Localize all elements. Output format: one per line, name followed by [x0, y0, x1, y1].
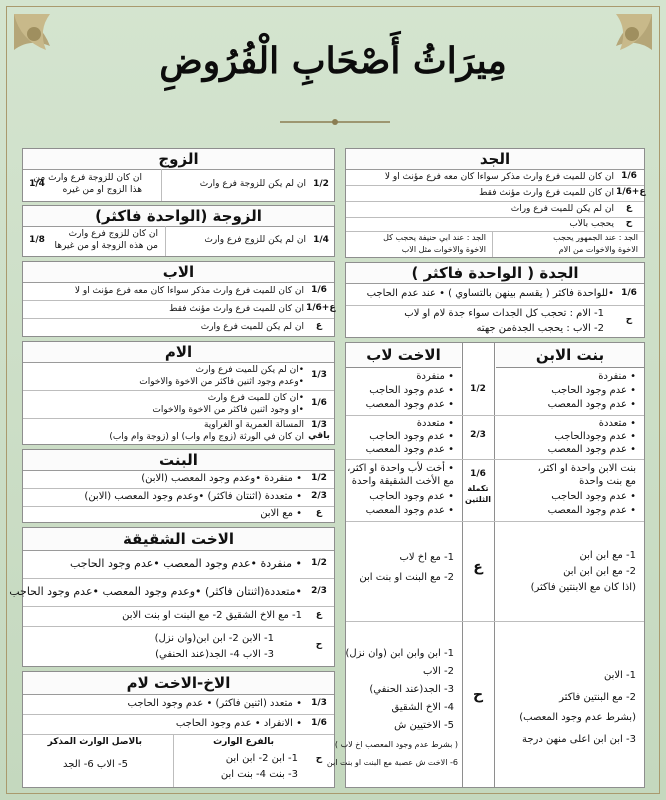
share-value: 1/3	[311, 698, 327, 708]
mother-box	[22, 341, 335, 445]
rule-text: • منفردة	[598, 371, 636, 382]
daughter-box	[22, 449, 335, 523]
rule-text: • الانفراد • عدم وجود الحاجب	[175, 718, 302, 729]
rule-text: 2- مع البنت او بنت ابن	[359, 572, 454, 583]
rule-text: 1- الام : تحجب كل الجدات سواء جدة لام او لاب	[404, 308, 604, 319]
rule-text: • منفردة •عدم وجود المعصب •عدم وجود الحاجب	[69, 557, 302, 570]
rule-text: 5- الاب 6- الجد	[63, 759, 128, 770]
rule-text: • عدم وجود الحاجب	[551, 385, 636, 396]
table-row	[346, 367, 644, 416]
rule-text: ان كان في الورثة (زوج وام واب) او (زوجة وام واب)	[109, 432, 304, 442]
rule-text: • متعدد (اثنين فاكثر) • عدم وجود الحاجب	[127, 698, 302, 709]
rule-text: • عدم وجود المعصب	[547, 399, 636, 410]
share-value: ح	[625, 218, 633, 228]
rule-text: ان لم يكن للميت فرع وراث	[510, 204, 614, 214]
wife-box	[22, 205, 335, 257]
rule-text: 2- مع ابن ابن ابن	[563, 566, 636, 577]
share-value: 1/6+ع	[616, 187, 646, 197]
share-value: 1/3 باقي	[308, 420, 330, 441]
uterine-row	[23, 694, 334, 715]
rule-text: ان لم يكن للميت فرع وارث	[200, 322, 304, 332]
rule-text: 1- مع اخ لاب	[399, 552, 454, 563]
rule-text: ان كان للزوجة فرع وارث من	[33, 173, 142, 183]
husband-title: الزوج	[23, 149, 334, 170]
note-text: الجد : عند ابي حنيفة يحجب كل	[383, 233, 486, 242]
rule-text: هذا الزوج او من غيره	[62, 185, 142, 195]
rule-text: •ان كان للميت فرع وارث	[207, 393, 304, 403]
table-row	[346, 521, 644, 622]
share-value: 1/2	[313, 179, 329, 189]
rule-text: •للواحدة فاكثر ( يقسم بينهن بالتساوي ) • عند عدم الحاجب	[366, 288, 614, 299]
mother-row	[23, 390, 334, 419]
rule-text: • متعددة	[598, 418, 636, 429]
rule-text: 5- الاختيين ش	[394, 720, 454, 731]
share-value: 1/6	[470, 469, 486, 479]
full-sister-box	[9, 527, 335, 667]
rule-text: يحجب بالاب	[569, 219, 614, 229]
grandfather-row	[346, 185, 644, 202]
rule-text: (بشرط عدم وجود المعصب)	[519, 712, 636, 723]
rule-text: 1- ابن 2- ابن ابن	[225, 753, 298, 764]
rule-text: 1- ابن وابن ابن (وان نزل)	[345, 648, 454, 659]
share-value: 1/6	[311, 285, 327, 295]
husband-row	[23, 169, 334, 201]
rule-text: • عدم وجود الحاجب	[369, 431, 454, 442]
sons-daughter-paternal-sister-table	[326, 342, 645, 788]
share-value: ح	[315, 640, 323, 650]
daughter-title: البنت	[23, 450, 334, 471]
father-row	[23, 318, 334, 336]
wife-row	[23, 226, 334, 256]
share-value: ح	[472, 687, 484, 703]
rule-text: مع الأخت الشقيقة واحدة	[351, 476, 454, 487]
share-value: ع	[473, 559, 483, 575]
paternal-sister-title: الاخت لاب	[346, 343, 461, 368]
share-value: 1/4	[29, 179, 45, 189]
uterine-sibling-box	[22, 671, 335, 788]
share-value: ح	[625, 315, 633, 325]
full-sister-row	[23, 550, 334, 579]
rule-text: •او وجود اثنين فاكثر من الاخوة والاخوات	[152, 405, 304, 415]
rule-text: • عدم وجودالحاجب	[554, 431, 636, 442]
table-row	[346, 415, 644, 460]
share-value: 1/2	[311, 558, 327, 568]
share-value: ح	[315, 754, 323, 764]
share-value: ع	[625, 203, 633, 213]
rule-text: ان كان للميت فرع وارث مؤنث فقط	[479, 188, 614, 198]
rule-text: 4- الاخ الشقيق	[391, 702, 454, 713]
rule-text: • عدم وجود الحاجب	[551, 491, 636, 502]
rule-text: 2- الاب : يحجب الجدةمن جهته	[476, 323, 604, 334]
rule-text: • منفردة	[416, 371, 454, 382]
daughter-row	[23, 470, 334, 489]
share-value: 2/3	[311, 586, 327, 596]
rule-text: • عدم وجود الحاجب	[369, 385, 454, 396]
share-value: 1/6	[311, 718, 327, 728]
daughter-row	[23, 506, 334, 522]
husband-box	[22, 148, 335, 202]
rule-text: مع بنت واحدة	[579, 476, 636, 487]
rule-text: 1- مع الاخ الشقيق 2- مع البنت او بنت الابن	[122, 610, 302, 621]
grandfather-row	[346, 217, 644, 232]
rule-text: • عدم وجود المعصب	[365, 505, 454, 516]
rule-text: • متعددة (اثنتان فاكثر) •وعدم وجود المعصب (الابن)	[84, 491, 302, 502]
rule-text: ان كان للميت فرع وارث مذكر سواءا كان معه فرع مؤنث او لا	[384, 172, 614, 182]
share-value: ع	[315, 508, 323, 518]
rule-text: المسالة العمرية او الغراوية	[203, 420, 304, 430]
rule-text: بالاصل الوارث المذكر	[47, 737, 142, 747]
share-note: تكملة	[467, 484, 489, 493]
rule-text: 1- الابن 2- ابن ابن(وان نزل)	[154, 633, 274, 644]
rule-text: ان لم يكن للزوجة فرع وارث	[199, 179, 306, 189]
grandmother-row	[346, 283, 644, 306]
mother-row	[23, 418, 334, 444]
share-value: 1/6+ع	[306, 303, 336, 313]
grandfather-row	[346, 169, 644, 186]
full-sister-row	[23, 606, 334, 627]
grandfather-notes	[346, 231, 644, 257]
rule-text: بنت الابن واحدة او اكثر،	[537, 463, 636, 474]
corner-ornament-icon	[582, 10, 656, 84]
title-area	[150, 28, 516, 124]
share-value: 1/2	[470, 384, 486, 394]
rule-text: • عدم وجود المعصب	[365, 399, 454, 410]
rule-text: • مع الابن	[260, 508, 302, 519]
grandmother-box	[345, 262, 645, 338]
note-text: الاخوة والاخوات من الام	[558, 245, 638, 254]
share-value: 2/3	[470, 430, 486, 440]
rule-text: •وعدم وجود اثنين فاكثر من الاخوة والاخوات	[139, 377, 304, 387]
rule-text: 3- بنت 4- بنت ابن	[220, 769, 298, 780]
table-row	[346, 459, 644, 522]
rule-text: ان كان للميت فرع وارث مؤنث فقط	[169, 304, 304, 314]
rule-text: • عدم وجود المعصب	[547, 505, 636, 516]
father-title: الاب	[23, 262, 334, 283]
rule-text: 6- الاخت ش عصبة مع البنت او بنت ابن	[326, 758, 458, 767]
wife-title: الزوجة (الواحدة فاكثر)	[23, 206, 334, 227]
share-value: 1/8	[29, 235, 45, 245]
share-value: 1/6	[311, 398, 327, 408]
grandmother-row	[346, 305, 644, 337]
uterine-row	[23, 714, 334, 735]
page-title: مِيرَاثُ أَصْحَابِ الْفُرُوضِ	[159, 40, 507, 82]
uterine-row	[23, 734, 334, 787]
daughter-row	[23, 488, 334, 507]
rule-text: • عدم وجود المعصب	[547, 444, 636, 455]
share-value: 1/2	[311, 473, 327, 483]
rule-text: ( بشرط عدم وجود المعصب اخ لاب )	[334, 740, 458, 749]
rule-text: ان لم يكن للزوج فرع وارث	[204, 235, 306, 245]
share-value: ع	[315, 610, 323, 620]
rule-text: •متعددة(اثنتان فاكثر) •وعدم وجود المعصب •عدم وجود الحاجب	[9, 585, 302, 598]
share-note: الثلثين	[464, 495, 491, 504]
sons-daughter-title: بنت الابن	[496, 343, 644, 368]
rule-text: •ان لم يكن للميت فرع وارث	[195, 365, 304, 375]
corner-ornament-icon	[10, 10, 84, 84]
father-row	[23, 300, 334, 319]
grandmother-title: الجدة ( الواحدة فاكثر )	[346, 263, 644, 284]
rule-text: 3- الجد(عند الحنفي)	[369, 684, 454, 695]
share-value: 2/3	[311, 491, 327, 501]
rule-text: 3- الاب 4- الجد(عند الحنفي)	[155, 649, 274, 660]
rule-text: (اذا كان مع الابنتين فاكثر)	[530, 582, 636, 593]
share-value: 1/4	[313, 235, 329, 245]
rule-text: ان كان للميت فرع وارث مذكر سواءا كان معه فرع مؤنث او لا	[74, 286, 304, 296]
father-row	[23, 282, 334, 301]
share-value: ع	[315, 321, 323, 331]
grandfather-title: الجد	[346, 149, 644, 170]
grandfather-row	[346, 201, 644, 218]
rule-text: • منفردة •وعدم وجود المعصب (الابن)	[141, 473, 302, 484]
mother-row	[23, 362, 334, 391]
rule-text: ان كان للزوج فرع وارث	[68, 229, 158, 239]
rule-text: 1- مع ابن ابن	[579, 550, 636, 561]
rule-text: • عدم وجود الحاجب	[369, 491, 454, 502]
uterine-title: الاخ-الاخت لام	[23, 672, 334, 695]
rule-text: • متعددة	[416, 418, 454, 429]
rule-text: 2- الاب	[422, 666, 454, 677]
full-sister-title: الاخت الشقيقة	[23, 528, 334, 551]
note-text: الاخوة والاخوات مثل الاب	[401, 245, 486, 254]
rule-text: بالفرع الوارث	[213, 737, 274, 747]
father-box	[22, 261, 335, 337]
title-divider-icon	[280, 118, 390, 126]
full-sister-row	[9, 578, 334, 607]
mother-title: الام	[23, 342, 334, 363]
table-row	[326, 621, 644, 787]
full-sister-row	[23, 626, 334, 666]
rule-text: • عدم وجود المعصب	[365, 444, 454, 455]
rule-text: 3- ابن ابن اعلى منهن درجة	[521, 734, 636, 745]
note-text: الجد : عند الجمهور يحجب	[553, 233, 638, 242]
rule-text: • أخت لأب واحدة او اكثر،	[347, 463, 454, 474]
rule-text: 1- الابن	[603, 670, 636, 681]
share-value: 1/6	[621, 288, 637, 298]
share-value: 1/6	[621, 171, 637, 181]
rule-text: من هذه الزوجة او من غيرها	[54, 241, 158, 251]
rule-text: 2- مع البنتين فاكثر	[559, 692, 636, 703]
share-value: 1/3	[311, 370, 327, 380]
grandfather-box	[345, 148, 645, 258]
